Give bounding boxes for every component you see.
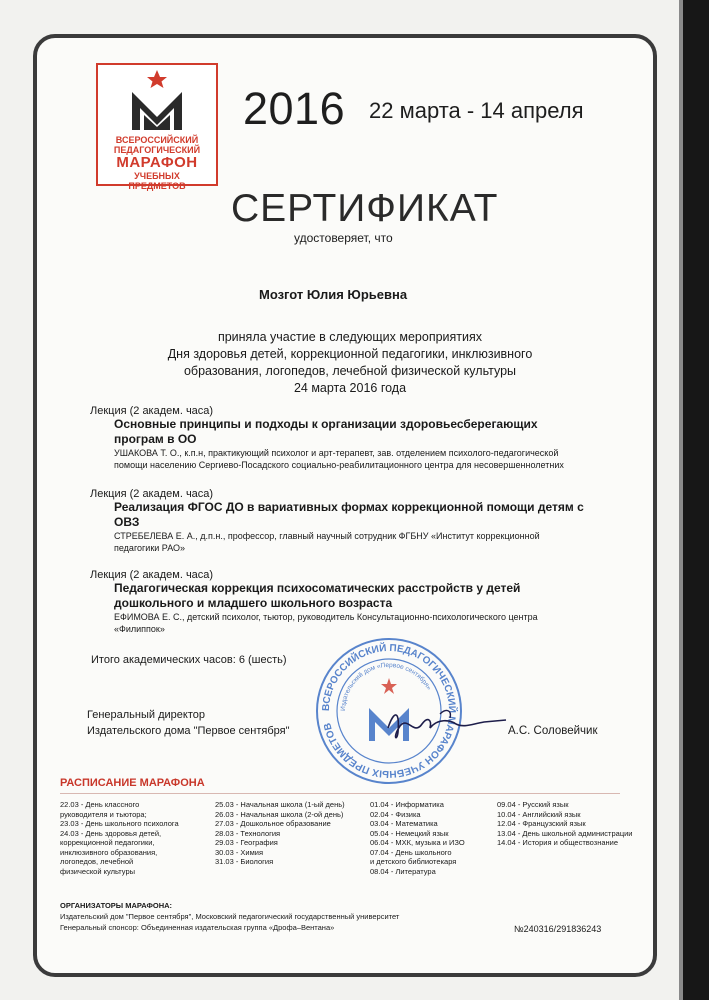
lecture-author-line-2: педагогики РАО»: [114, 543, 186, 553]
director-block: [87, 707, 290, 739]
director-name: А.С. Соловейчик: [508, 725, 598, 737]
organizers-line-1: Издательский дом "Первое сентября", Московский педагогический государственный университет: [60, 912, 400, 921]
schedule-item: 29.03 - География: [215, 838, 278, 847]
schedule-item: 01.04 - Информатика: [370, 800, 444, 809]
organizers-line-2: Генеральный спонсор: Объединенная издательская группа «Дрофа–Вентана»: [60, 923, 335, 932]
logo-line-1: ВСЕРОССИЙСКИЙ: [115, 135, 199, 145]
logo-line-3: МАРАФОН: [116, 154, 198, 171]
lecture-author-line-1: ЕФИМОВА Е. С., детский психолог, тьютор, руководитель Консультационно-психологического центра: [114, 612, 538, 622]
schedule-item: логопедов, лечебной: [60, 857, 134, 866]
svg-text:Издательский дом «Первое сентя: Издательский дом «Первое сентября»: [339, 661, 433, 712]
schedule-item: 23.03 - День школьного психолога: [60, 819, 179, 828]
event-line-1: Дня здоровья детей, коррекционной педагогики, инклюзивного: [167, 347, 533, 361]
schedule-item: 12.04 - Французский язык: [497, 819, 586, 828]
schedule-item: коррекционной педагогики,: [60, 838, 155, 847]
marathon-logo: [96, 63, 218, 191]
lecture-title-line-2: дошкольного и младшего школьного возраста: [114, 596, 393, 610]
logo-line-2: ПЕДАГОГИЧЕСКИЙ: [113, 145, 201, 155]
organizers-heading: ОРГАНИЗАТОРЫ МАРАФОНА:: [60, 901, 173, 910]
logo-line-4: УЧЕБНЫХ ПРЕДМЕТОВ: [128, 171, 186, 191]
lecture-type: Лекция (2 академ. часа): [90, 405, 214, 417]
certificate-title: СЕРТИФИКАТ: [231, 187, 499, 230]
lecture-type: Лекция (2 академ. часа): [90, 488, 214, 500]
schedule-heading: РАСПИСАНИЕ МАРАФОНА: [60, 777, 205, 789]
schedule-column-4: [497, 800, 633, 848]
lecture-title-line-2: програм в ОО: [114, 432, 197, 446]
schedule-item: инклюзивного образования,: [60, 847, 158, 857]
schedule-item: 25.03 - Начальная школа (1-ый день): [215, 800, 345, 809]
schedule-column-1: [60, 800, 179, 876]
lecture-3: [90, 569, 600, 635]
lecture-title-line-2: ОВЗ: [114, 515, 140, 529]
lecture-author-line-1: СТРЕБЕЛЕВА Е. А., д.п.н., профессор, главный научный сотрудник ФГБНУ «Институт коррекционной: [114, 531, 540, 541]
event-line-2: образования, логопедов, лечебной физической культуры: [183, 364, 517, 378]
lecture-2: [90, 488, 600, 554]
schedule-item: 10.04 - Английский язык: [497, 809, 581, 819]
lecture-title-line-1: Реализация ФГОС ДО в вариативных формах коррекционной помощи детям с: [114, 500, 584, 514]
schedule-item: 28.03 - Технология: [215, 828, 281, 838]
schedule-item: 06.04 - МХК, музыка и ИЗО: [370, 838, 465, 847]
schedule-item: и детского библиотекаря: [370, 857, 457, 866]
schedule-item: 27.03 - Дошкольное образование: [215, 819, 331, 828]
schedule-item: руководителя и тьютора;: [60, 809, 147, 819]
lecture-title-line-1: Педагогическая коррекция психосоматических расстройств у детей: [114, 581, 521, 595]
lecture-title-line-1: Основные принципы и подходы к организации здоровьесберегающих: [114, 417, 538, 431]
lecture-type: Лекция (2 академ. часа): [90, 569, 214, 581]
certifies-text: удостоверяет, что: [294, 231, 393, 245]
lecture-author-line-1: УШАКОВА Т. О., к.п.н, практикующий психолог и арт-терапевт, зав. отделением психолого-педагогической: [114, 448, 559, 458]
schedule-item: 09.04 - Русский язык: [497, 800, 569, 809]
certificate-number: №240316/291836243: [514, 924, 602, 934]
lecture-1: [90, 405, 600, 471]
schedule-divider: [60, 793, 620, 794]
schedule-item: 03.04 - Математика: [370, 819, 438, 828]
director-org: Издательского дома "Первое сентября": [87, 725, 290, 737]
schedule-item: 31.03 - Биология: [215, 857, 274, 866]
schedule-item: 02.04 - Физика: [370, 809, 421, 819]
logo-text: [112, 135, 202, 191]
schedule-item: 30.03 - Химия: [215, 847, 264, 857]
schedule-item: 26.03 - Начальная школа (2-ой день): [215, 809, 344, 819]
schedule-item: 13.04 - День школьной администрации: [497, 828, 633, 838]
lecture-author-line-2: помощи населению Сергиево-Посадского социально-реабилитационного центра для несовершеннолетних: [114, 460, 564, 470]
director-title: Генеральный директор: [87, 709, 205, 721]
participation-text: приняла участие в следующих мероприятиях: [217, 330, 483, 344]
schedule-item: 05.04 - Немецкий язык: [370, 828, 449, 838]
scan-background: [683, 0, 709, 1000]
recipient-name: Мозгот Юлия Юрьевна: [259, 287, 408, 302]
schedule-item: 07.04 - День школьного: [370, 847, 452, 857]
total-hours: Итого академических часов: 6 (шесть): [91, 654, 287, 666]
svg-text:ВСЕРОССИЙСКИЙ ПЕДАГОГИЧЕСКИЙ М: ВСЕРОССИЙСКИЙ ПЕДАГОГИЧЕСКИЙ МАРАФОН УЧЕБНЫХ ПРЕДМЕТОВ: [320, 642, 458, 780]
schedule-item: 14.04 - История и обществознание: [497, 838, 619, 847]
schedule-item: 08.04 - Литература: [370, 866, 436, 876]
header-dates: 22 марта - 14 апреля: [369, 98, 584, 123]
marathon-m-logo-icon: [98, 65, 216, 135]
schedule-item: 24.03 - День здоровья детей,: [60, 828, 162, 838]
schedule-column-3: [370, 800, 465, 876]
header-year: 2016: [243, 83, 346, 134]
schedule-item: 22.03 - День классного: [60, 800, 140, 809]
schedule-column-2: [215, 800, 345, 867]
event-date: 24 марта 2016 года: [293, 381, 407, 395]
signature-icon: [380, 698, 510, 748]
event-description: [120, 329, 580, 397]
lecture-author-line-2: «Филиппок»: [114, 624, 165, 634]
schedule-item: физической культуры: [60, 866, 136, 876]
